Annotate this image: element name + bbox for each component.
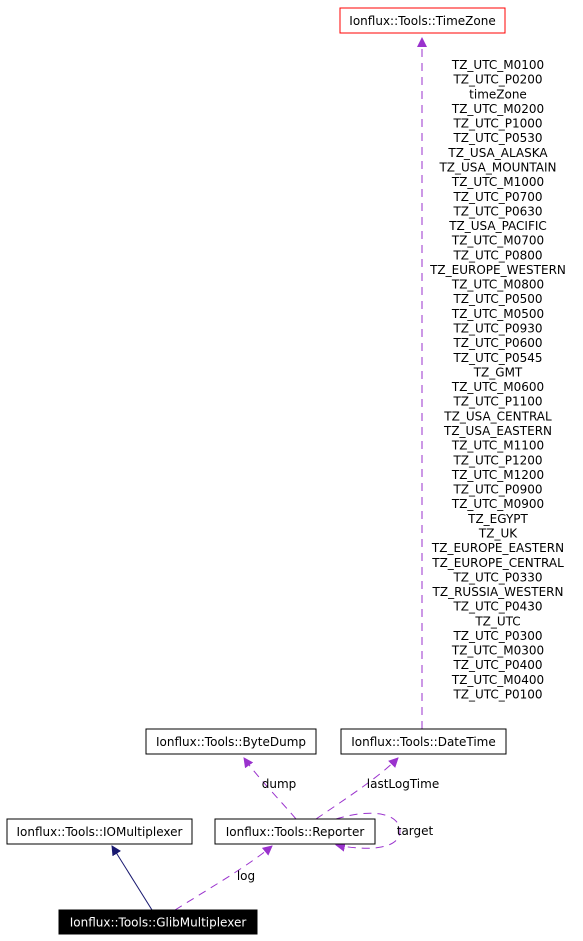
timezone-label: TZ_EGYPT: [468, 511, 528, 526]
node-reporter[interactable]: [215, 819, 375, 844]
timezone-label: TZ_UTC_M1100: [451, 438, 545, 453]
timezone-label: TZ_UTC_P0630: [453, 204, 543, 219]
timezone-label: TZ_GMT: [473, 365, 523, 380]
timezone-label: TZ_USA_CENTRAL: [444, 409, 552, 424]
timezone-label: TZ_UTC_P1100: [453, 394, 543, 409]
node-iomultiplexer[interactable]: [7, 819, 192, 844]
edge-glibmultiplexer-to-reporter: [175, 846, 272, 910]
timezone-label: TZ_UTC_M0600: [451, 380, 545, 395]
timezone-label: TZ_USA_PACIFIC: [449, 219, 547, 233]
timezone-label: TZ_UTC_P0700: [453, 189, 543, 204]
timezone-label: TZ_EUROPE_CENTRAL: [432, 555, 564, 570]
timezone-label: TZ_UTC_M0200: [451, 101, 545, 116]
timezone-label: TZ_USA_EASTERN: [443, 424, 553, 438]
timezone-label: TZ_UTC_M0100: [451, 58, 545, 72]
timezone-label: TZ_UTC_M0700: [451, 233, 545, 248]
timezone-label: TZ_UTC_P0930: [453, 321, 543, 336]
timezone-label: TZ_EUROPE_EASTERN: [431, 541, 565, 556]
timezone-label: TZ_UTC_M0300: [451, 643, 545, 658]
timezone-label: TZ_UTC_P1000: [453, 116, 543, 131]
timezone-label: TZ_EUROPE_WESTERN: [430, 263, 566, 277]
timezone-label: TZ_UTC_P0430: [453, 599, 543, 614]
edge-glibmultiplexer-to-iomultiplexer: [112, 846, 152, 910]
timezone-label: TZ_UTC_P0530: [453, 131, 543, 146]
timezone-label: TZ_UTC_P0200: [453, 72, 543, 87]
edge-label-log: log: [236, 869, 256, 883]
node-datetime[interactable]: [341, 729, 506, 754]
timezone-label: TZ_UTC_P0800: [453, 248, 543, 263]
node-glibmultiplexer[interactable]: [59, 910, 257, 934]
node-datetime-label: Ionflux::Tools::DateTime: [351, 735, 496, 749]
node-glibmultiplexer-label: Ionflux::Tools::GlibMultiplexer: [69, 915, 247, 930]
node-timezone-label: Ionflux::Tools::TimeZone: [349, 14, 496, 28]
timezone-label: TZ_UTC_P0600: [453, 336, 543, 351]
timezone-label: TZ_UTC_M0400: [451, 672, 545, 687]
edge-label-lastlogtime: lastLogTime: [366, 777, 440, 791]
timezone-label: TZ_UTC_P0500: [453, 292, 543, 307]
node-reporter-label: Ionflux::Tools::Reporter: [225, 825, 365, 839]
timezone-label: TZ_USA_MOUNTAIN: [439, 160, 557, 175]
timezone-label: TZ_UTC_M0800: [451, 277, 545, 292]
node-bytedump[interactable]: [146, 729, 316, 754]
edge-label-dump: dump: [261, 777, 297, 791]
timezone-label: TZ_UTC_M1000: [451, 175, 545, 190]
node-timezone[interactable]: [340, 8, 505, 33]
timezone-label: TZ_UTC_P0900: [453, 482, 543, 497]
timezone-label: TZ_UTC_M0900: [451, 497, 545, 512]
timezone-label: TZ_UTC_P1200: [453, 453, 543, 468]
timezone-label: TZ_UTC_P0545: [453, 350, 543, 365]
timezone-label: TZ_UTC_P0100: [453, 687, 543, 702]
timezone-label: TZ_RUSSIA_WESTERN: [432, 585, 564, 599]
timezone-label: timeZone: [469, 87, 527, 102]
timezone-label: TZ_UTC_P0300: [453, 629, 543, 643]
timezone-label: TZ_UTC_P0400: [453, 658, 543, 673]
timezone-label: TZ_UK: [478, 526, 518, 541]
timezone-label: TZ_UTC_M1200: [451, 467, 545, 482]
timezone-label: TZ_UTC_M0500: [451, 306, 545, 321]
edge-label-target: target: [396, 824, 434, 838]
timezone-label: TZ_UTC_P0330: [453, 570, 543, 585]
timezone-label: TZ_USA_ALASKA: [448, 145, 548, 160]
node-bytedump-label: Ionflux::Tools::ByteDump: [155, 735, 307, 749]
node-iomultiplexer-label: Ionflux::Tools::IOMultiplexer: [16, 825, 183, 839]
timezone-label: TZ_UTC: [475, 614, 521, 629]
timezone-label-list: [429, 58, 566, 702]
